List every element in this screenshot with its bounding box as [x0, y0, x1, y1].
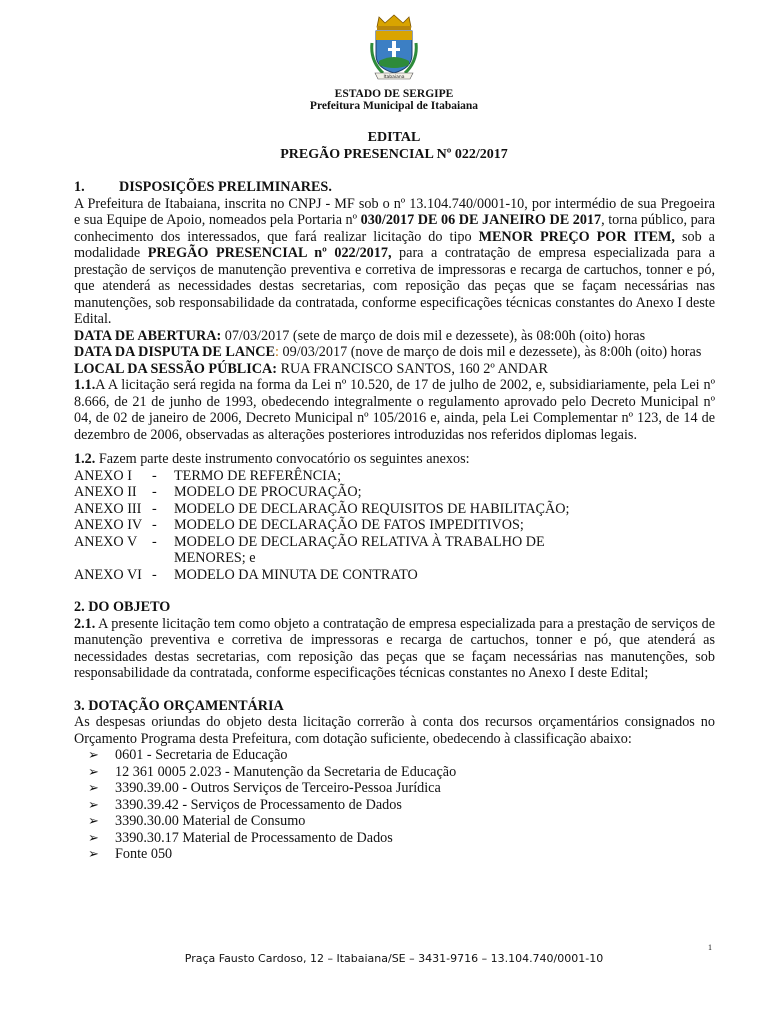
arrow-bullet-icon: ➢	[88, 829, 99, 845]
list-item	[88, 830, 715, 847]
budget-intro: As despesas oriundas do objeto desta licitação correrão à conta dos recursos orçamentários consignados no Orçamento Programa desta Prefeitura, com dotação suficiente, obedecendo à classificação abaixo:	[74, 714, 715, 747]
list-item-text: 3390.39.42 - Serviços de Processamento de Dados	[115, 796, 402, 813]
annex-code: ANEXO V	[74, 533, 138, 550]
annex-dash: -	[152, 533, 157, 550]
annex-description: TERMO DE REFERÊNCIA;	[174, 467, 342, 484]
annex-description: MODELO DE DECLARAÇÃO DE FATOS IMPEDITIVOS;	[174, 517, 524, 533]
bidding-date-value: 09/03/2017 (nove de março de dois mil e dezessete), às 8:00h (oito) horas	[278, 344, 702, 360]
portaria-ref: 030/2017 DE 06 DE JANEIRO DE 2017	[360, 212, 602, 228]
section-title: DISPOSIÇÕES PRELIMINARES.	[119, 179, 332, 195]
arrow-bullet-icon: ➢	[88, 747, 99, 762]
arrow-bullet-icon: ➢	[88, 813, 99, 828]
clause-1-2	[74, 451, 715, 468]
annex-code: ANEXO VI	[74, 566, 142, 583]
modality: PREGÃO PRESENCIAL nº 022/2017,	[147, 245, 392, 261]
annex-item	[74, 567, 715, 584]
clause-2-1	[74, 616, 715, 682]
annex-description: MODELO DE PROCURAÇÃO;	[174, 484, 362, 500]
municipal-crest-icon	[369, 13, 419, 81]
clause-number: 2.1.	[74, 615, 96, 632]
bidding-date	[74, 344, 715, 361]
list-item	[88, 780, 715, 797]
annex-description: MODELO DE DECLARAÇÃO RELATIVA À TRABALHO DE MENORES; e	[174, 533, 545, 566]
annex-dash: -	[152, 517, 157, 533]
list-item	[88, 764, 715, 781]
annex-code: ANEXO I	[74, 467, 132, 484]
state-name: ESTADO DE SERGIPE	[334, 88, 454, 100]
annex-item	[74, 468, 715, 485]
annex-description: MODELO DE DECLARAÇÃO REQUISITOS DE HABILITAÇÃO;	[174, 500, 570, 517]
clause-text: Fazem parte deste instrumento convocatório os seguintes anexos:	[95, 451, 470, 467]
annex-item	[74, 484, 715, 501]
list-item-text: 3390.30.00 Material de Consumo	[115, 813, 306, 829]
arrow-bullet-icon: ➢	[88, 796, 99, 812]
list-item-text: 0601 - Secretaria de Educação	[115, 747, 288, 763]
annex-description: MODELO DA MINUTA DE CONTRATO	[174, 566, 418, 583]
session-location-value: RUA FRANCISCO SANTOS, 160 2º ANDAR	[277, 360, 549, 377]
annex-item	[74, 534, 715, 567]
session-location	[74, 361, 715, 378]
annex-code: ANEXO IV	[74, 517, 143, 533]
intro-text: para a contratação de empresa especializada para a prestação de serviços de manutenção preventiva e corretiva de impressoras e recarga de cartuchos, tonner e pó, que atenderá as necessidades destas secretarias, com reposição das peças que se façam necessárias nas manutenções, sob responsabilidade da contratada, conforme especificações técnicas constantes do Anexo I deste Edital.	[74, 245, 716, 327]
clause-text: A presente licitação tem como objeto a contratação de empresa especializada para a prestação de serviços de manutenção preventiva e corretiva de impressoras e recarga de cartuchos, tonner e pó, que atenderá as necessidades destas secretarias, com reposição das peças que se façam necessárias nas manutenções, sob responsabilidade da contratada, conforme especificações técnicas constantes no Anexo I deste Edital;	[74, 615, 715, 681]
clause-number: 1.2.	[74, 451, 96, 467]
arrow-bullet-icon: ➢	[88, 780, 99, 795]
list-item-text: 3390.39.00 - Outros Serviços de Terceiro-Pessoa Jurídica	[115, 780, 441, 796]
svg-text:Itabaiana: Itabaiana	[383, 75, 405, 80]
arrow-bullet-icon: ➢	[88, 763, 99, 779]
bidding-date-label: DATA DA DISPUTA DE LANCE	[74, 344, 276, 360]
annex-item	[74, 517, 715, 534]
bidding-date-colon: :	[275, 344, 279, 360]
list-item-text: 3390.30.17 Material de Processamento de Dados	[115, 829, 393, 846]
intro-paragraph	[74, 196, 715, 328]
bid-type: MENOR PREÇO POR ITEM,	[478, 228, 675, 245]
annex-code: ANEXO III	[74, 500, 142, 517]
clause-number: 1.1.	[74, 377, 96, 393]
annex-dash: -	[152, 566, 157, 583]
clause-1-1	[74, 377, 715, 443]
intro-text: sob a modalidade	[74, 228, 715, 261]
list-item	[88, 747, 715, 764]
document-title: EDITAL	[367, 130, 421, 145]
document-body	[74, 179, 715, 863]
annex-dash: -	[152, 484, 157, 500]
arrow-bullet-icon: ➢	[88, 846, 99, 861]
annex-list	[74, 468, 715, 584]
clause-text: A A licitação será regida na forma da Lei nº 10.520, de 17 de julho de 2002, e, subsidiariamente, pela Lei nº 8.666, de 21 de junho de 1993, obedecendo integralmente o regulamento aprovado pelo Decreto Municipal nº 04, de 02 de janeiro de 2006, Decreto Municipal nº 105/2016 e, ainda, pela Lei Complementar nº 123, de 14 de dezembro de 2006, observadas as alterações posteriores introduzidas nos referidos diplomas legais.	[74, 377, 715, 443]
intro-text: A Prefeitura de Itabaiana, inscrita no CNPJ - MF sob o nº 13.104.740/0001-10, por intermédio de sua Pregoeira e sua Equipe de Apoio, nomeados pela Portaria nº	[74, 195, 715, 228]
annex-code: ANEXO II	[74, 484, 137, 500]
page-footer: Praça Fausto Cardoso, 12 – Itabaiana/SE – 3431-9716 – 13.104.740/0001-10	[184, 952, 604, 965]
prefecture-name: Prefeitura Municipal de Itabaiana	[309, 100, 479, 112]
list-item	[88, 813, 715, 830]
document-subtitle: PREGÃO PRESENCIAL Nº 022/2017	[280, 147, 508, 162]
section-3-heading: 3. DOTAÇÃO ORÇAMENTÁRIA	[74, 697, 284, 714]
section-1-heading	[74, 179, 715, 196]
list-item	[88, 797, 715, 814]
budget-list	[74, 747, 715, 863]
annex-dash: -	[152, 500, 157, 517]
list-item	[88, 846, 715, 863]
section-2-heading: 2. DO OBJETO	[74, 599, 171, 615]
intro-text: , torna público, para conhecimento dos interessados, que fará realizar licitação do tipo	[74, 212, 715, 245]
list-item-text: Fonte 050	[115, 846, 173, 862]
annex-item	[74, 501, 715, 518]
section-number: 1.	[74, 179, 85, 195]
annex-dash: -	[152, 467, 157, 484]
opening-date-label: DATA DE ABERTURA:	[74, 327, 222, 344]
list-item-text: 12 361 0005 2.023 - Manutenção da Secretaria de Educação	[115, 763, 457, 780]
session-location-label: LOCAL DA SESSÃO PÚBLICA:	[74, 360, 278, 377]
page-number: 1	[708, 943, 712, 952]
opening-date-value: 07/03/2017 (sete de março de dois mil e dezessete), às 08:00h (oito) horas	[221, 327, 646, 344]
opening-date	[74, 328, 715, 345]
